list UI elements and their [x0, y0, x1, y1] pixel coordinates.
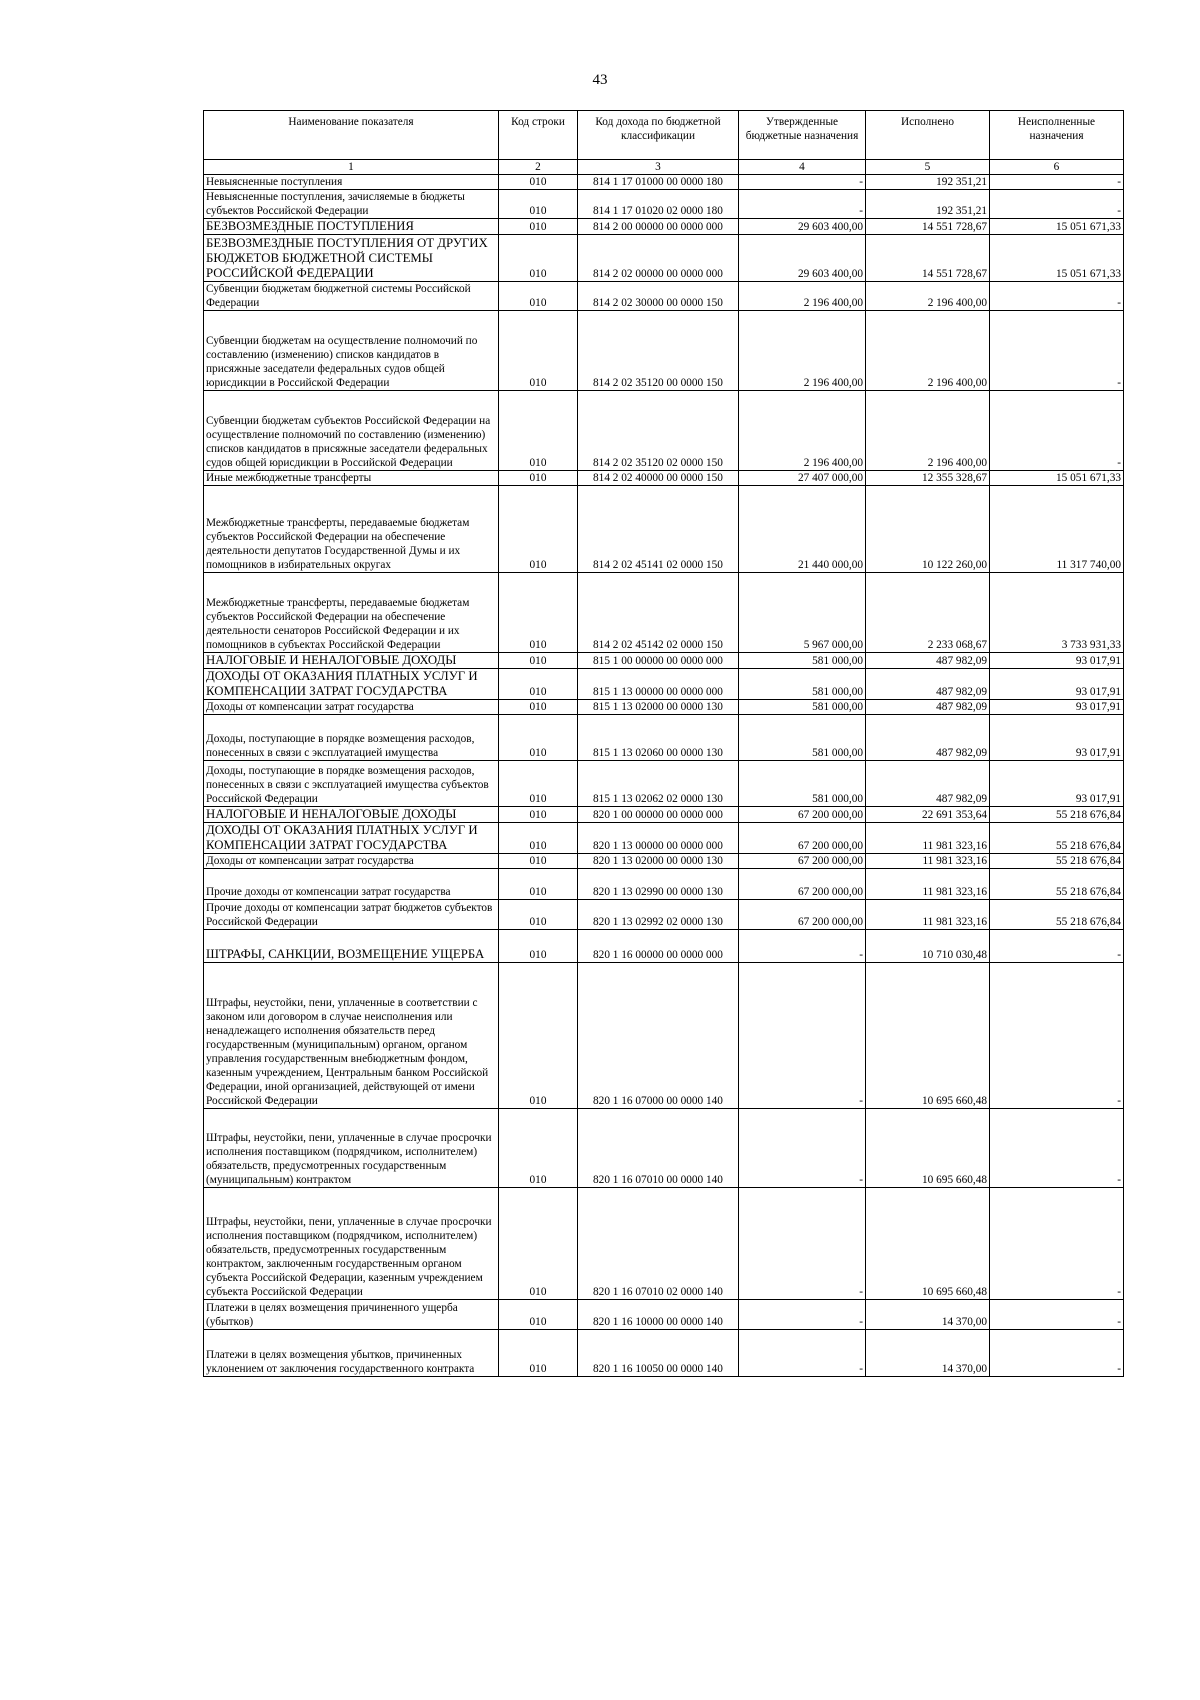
row-name: Иные межбюджетные трансферты — [204, 471, 499, 486]
row-approved: 581 000,00 — [739, 700, 866, 715]
table-row — [204, 573, 1124, 653]
row-unexecuted: - — [990, 311, 1124, 391]
row-executed: 10 695 660,48 — [866, 1188, 990, 1300]
row-line-code: 010 — [499, 391, 578, 471]
table-row — [204, 190, 1124, 219]
table-row — [204, 282, 1124, 311]
table-row — [204, 471, 1124, 486]
row-line-code: 010 — [499, 653, 578, 669]
row-line-code: 010 — [499, 1109, 578, 1188]
header-line-code: Код строки — [499, 111, 578, 160]
row-line-code: 010 — [499, 1300, 578, 1330]
row-name: Доходы, поступающие в порядке возмещения расходов, понесенных в связи с эксплуатацией имущества субъектов Российской Федерации — [204, 761, 499, 807]
row-approved: 581 000,00 — [739, 715, 866, 761]
row-name: Межбюджетные трансферты, передаваемые бюджетам субъектов Российской Федерации на обеспечение деятельности сенаторов Российской Федерации и их помощников в субъектах Российской Федерации — [204, 573, 499, 653]
row-approved: 21 440 000,00 — [739, 486, 866, 573]
column-number-row — [204, 160, 1124, 175]
row-unexecuted: - — [990, 930, 1124, 963]
row-approved: - — [739, 930, 866, 963]
row-approved: 581 000,00 — [739, 761, 866, 807]
row-approved: 67 200 000,00 — [739, 869, 866, 900]
row-line-code: 010 — [499, 715, 578, 761]
row-kbk: 814 2 02 45142 02 0000 150 — [578, 573, 739, 653]
row-name: Невыясненные поступления, зачисляемые в бюджеты субъектов Российской Федерации — [204, 190, 499, 219]
row-name: ДОХОДЫ ОТ ОКАЗАНИЯ ПЛАТНЫХ УСЛУГ И КОМПЕНСАЦИИ ЗАТРАТ ГОСУДАРСТВА — [204, 669, 499, 700]
row-unexecuted: - — [990, 1300, 1124, 1330]
row-line-code: 010 — [499, 1188, 578, 1300]
row-executed: 2 196 400,00 — [866, 311, 990, 391]
table-row — [204, 715, 1124, 761]
row-line-code: 010 — [499, 900, 578, 930]
row-name: Доходы от компенсации затрат государства — [204, 700, 499, 715]
row-line-code: 010 — [499, 823, 578, 854]
row-approved: - — [739, 1300, 866, 1330]
row-kbk: 814 1 17 01020 02 0000 180 — [578, 190, 739, 219]
row-name: БЕЗВОЗМЕЗДНЫЕ ПОСТУПЛЕНИЯ — [204, 219, 499, 235]
row-kbk: 820 1 13 02000 00 0000 130 — [578, 854, 739, 869]
row-line-code: 010 — [499, 573, 578, 653]
row-unexecuted: 55 218 676,84 — [990, 807, 1124, 823]
row-kbk: 820 1 13 02992 02 0000 130 — [578, 900, 739, 930]
row-kbk: 815 1 13 00000 00 0000 000 — [578, 669, 739, 700]
row-name: Субвенции бюджетам бюджетной системы Российской Федерации — [204, 282, 499, 311]
table-row — [204, 900, 1124, 930]
row-approved: 2 196 400,00 — [739, 311, 866, 391]
row-line-code: 010 — [499, 700, 578, 715]
row-line-code: 010 — [499, 282, 578, 311]
row-approved: - — [739, 175, 866, 190]
row-line-code: 010 — [499, 311, 578, 391]
row-kbk: 814 2 02 35120 02 0000 150 — [578, 391, 739, 471]
header-kbk: Код дохода по бюджетной классификации — [578, 111, 739, 160]
row-executed: 22 691 353,64 — [866, 807, 990, 823]
row-unexecuted: 93 017,91 — [990, 653, 1124, 669]
row-kbk: 820 1 13 00000 00 0000 000 — [578, 823, 739, 854]
row-line-code: 010 — [499, 854, 578, 869]
row-unexecuted: 3 733 931,33 — [990, 573, 1124, 653]
row-executed: 192 351,21 — [866, 190, 990, 219]
row-line-code: 010 — [499, 963, 578, 1109]
column-number: 2 — [499, 160, 578, 175]
row-line-code: 010 — [499, 1330, 578, 1377]
row-approved: 27 407 000,00 — [739, 471, 866, 486]
row-unexecuted: 15 051 671,33 — [990, 471, 1124, 486]
row-executed: 11 981 323,16 — [866, 854, 990, 869]
column-number: 3 — [578, 160, 739, 175]
row-executed: 10 695 660,48 — [866, 1109, 990, 1188]
table-row — [204, 311, 1124, 391]
table-row — [204, 869, 1124, 900]
column-number: 5 — [866, 160, 990, 175]
revenue-table — [203, 110, 1124, 1377]
row-unexecuted: 15 051 671,33 — [990, 235, 1124, 282]
row-line-code: 010 — [499, 807, 578, 823]
row-name: Платежи в целях возмещения убытков, причиненных уклонением от заключения государственного контракта — [204, 1330, 499, 1377]
row-kbk: 814 2 02 00000 00 0000 000 — [578, 235, 739, 282]
table-row — [204, 1330, 1124, 1377]
table-row — [204, 963, 1124, 1109]
row-kbk: 820 1 16 10000 00 0000 140 — [578, 1300, 739, 1330]
table-row — [204, 1109, 1124, 1188]
row-name: Доходы от компенсации затрат государства — [204, 854, 499, 869]
row-kbk: 814 2 02 40000 00 0000 150 — [578, 471, 739, 486]
column-number: 6 — [990, 160, 1124, 175]
header-unexecuted: Неисполненные назначения — [990, 111, 1124, 160]
table-row — [204, 391, 1124, 471]
row-name: БЕЗВОЗМЕЗДНЫЕ ПОСТУПЛЕНИЯ ОТ ДРУГИХ БЮДЖЕТОВ БЮДЖЕТНОЙ СИСТЕМЫ РОССИЙСКОЙ ФЕДЕРАЦИИ — [204, 235, 499, 282]
table-row — [204, 235, 1124, 282]
row-name: Субвенции бюджетам на осуществление полномочий по составлению (изменению) списков кандидатов в присяжные заседатели федеральных судов общей юрисдикции в Российской Федерации — [204, 311, 499, 391]
row-kbk: 815 1 13 02000 00 0000 130 — [578, 700, 739, 715]
row-unexecuted: - — [990, 1109, 1124, 1188]
row-unexecuted: - — [990, 1330, 1124, 1377]
table-row — [204, 761, 1124, 807]
page-number: 43 — [592, 72, 608, 88]
row-kbk: 814 1 17 01000 00 0000 180 — [578, 175, 739, 190]
row-approved: 67 200 000,00 — [739, 854, 866, 869]
row-approved: 581 000,00 — [739, 669, 866, 700]
row-line-code: 010 — [499, 175, 578, 190]
row-approved: 29 603 400,00 — [739, 235, 866, 282]
row-approved: 2 196 400,00 — [739, 391, 866, 471]
header-approved: Утвержденные бюджетные назначения — [739, 111, 866, 160]
table-row — [204, 1300, 1124, 1330]
row-unexecuted: - — [990, 175, 1124, 190]
row-name: Прочие доходы от компенсации затрат государства — [204, 869, 499, 900]
row-name: Невыясненные поступления — [204, 175, 499, 190]
row-name: Штрафы, неустойки, пени, уплаченные в случае просрочки исполнения поставщиком (подрядчиком, исполнителем) обязательств, предусмотренных государственным (муниципальным) контрактом — [204, 1109, 499, 1188]
row-approved: 67 200 000,00 — [739, 900, 866, 930]
row-approved: - — [739, 1188, 866, 1300]
row-name: Доходы, поступающие в порядке возмещения расходов, понесенных в связи с эксплуатацией имущества — [204, 715, 499, 761]
row-name: Межбюджетные трансферты, передаваемые бюджетам субъектов Российской Федерации на обеспечение деятельности депутатов Государственной Думы и их помощников в избирательных округах — [204, 486, 499, 573]
row-kbk: 814 2 00 00000 00 0000 000 — [578, 219, 739, 235]
row-approved: 29 603 400,00 — [739, 219, 866, 235]
row-kbk: 820 1 16 07010 00 0000 140 — [578, 1109, 739, 1188]
row-unexecuted: - — [990, 963, 1124, 1109]
table-row — [204, 854, 1124, 869]
row-kbk: 820 1 16 00000 00 0000 000 — [578, 930, 739, 963]
row-executed: 487 982,09 — [866, 761, 990, 807]
row-approved: 67 200 000,00 — [739, 823, 866, 854]
row-unexecuted: - — [990, 1188, 1124, 1300]
column-number: 4 — [739, 160, 866, 175]
row-approved: - — [739, 1109, 866, 1188]
row-line-code: 010 — [499, 761, 578, 807]
row-line-code: 010 — [499, 235, 578, 282]
row-kbk: 815 1 00 00000 00 0000 000 — [578, 653, 739, 669]
row-unexecuted: 55 218 676,84 — [990, 900, 1124, 930]
row-approved: 2 196 400,00 — [739, 282, 866, 311]
column-number: 1 — [204, 160, 499, 175]
row-unexecuted: 55 218 676,84 — [990, 854, 1124, 869]
table-row — [204, 930, 1124, 963]
row-executed: 2 233 068,67 — [866, 573, 990, 653]
row-executed: 14 370,00 — [866, 1330, 990, 1377]
row-executed: 11 981 323,16 — [866, 869, 990, 900]
table-row — [204, 700, 1124, 715]
row-kbk: 820 1 16 07000 00 0000 140 — [578, 963, 739, 1109]
header-name: Наименование показателя — [204, 111, 499, 160]
row-approved: 5 967 000,00 — [739, 573, 866, 653]
row-line-code: 010 — [499, 219, 578, 235]
row-unexecuted: - — [990, 391, 1124, 471]
row-name: Штрафы, неустойки, пени, уплаченные в случае просрочки исполнения поставщиком (подрядчиком, исполнителем) обязательств, предусмотренных государственным контрактом, заключенным государственным органом субъекта Российской Федерации, казенным учреждением субъекта Российской Федерации — [204, 1188, 499, 1300]
row-executed: 10 695 660,48 — [866, 963, 990, 1109]
row-line-code: 010 — [499, 930, 578, 963]
row-executed: 487 982,09 — [866, 669, 990, 700]
row-unexecuted: 93 017,91 — [990, 761, 1124, 807]
table-row — [204, 823, 1124, 854]
row-unexecuted: - — [990, 282, 1124, 311]
table-row — [204, 653, 1124, 669]
row-name: Штрафы, неустойки, пени, уплаченные в соответствии с законом или договором в случае неисполнения или ненадлежащего исполнения обязательств перед государственным (муниципальным) органом, органом управления государственным внебюджетным фондом, казенным учреждением, Центральным банком Российской Федерации, иной организацией, действующей от имени Российской Федерации — [204, 963, 499, 1109]
table-row — [204, 219, 1124, 235]
header-executed: Исполнено — [866, 111, 990, 160]
row-approved: - — [739, 190, 866, 219]
row-approved: 581 000,00 — [739, 653, 866, 669]
row-kbk: 820 1 00 00000 00 0000 000 — [578, 807, 739, 823]
row-unexecuted: - — [990, 190, 1124, 219]
row-unexecuted: 55 218 676,84 — [990, 823, 1124, 854]
row-unexecuted: 15 051 671,33 — [990, 219, 1124, 235]
row-unexecuted: 93 017,91 — [990, 669, 1124, 700]
row-kbk: 814 2 02 45141 02 0000 150 — [578, 486, 739, 573]
row-executed: 487 982,09 — [866, 715, 990, 761]
table-row — [204, 486, 1124, 573]
row-line-code: 010 — [499, 869, 578, 900]
row-line-code: 010 — [499, 669, 578, 700]
row-name: Прочие доходы от компенсации затрат бюджетов субъектов Российской Федерации — [204, 900, 499, 930]
row-approved: - — [739, 1330, 866, 1377]
row-unexecuted: 55 218 676,84 — [990, 869, 1124, 900]
row-executed: 10 122 260,00 — [866, 486, 990, 573]
row-approved: 67 200 000,00 — [739, 807, 866, 823]
row-name: НАЛОГОВЫЕ И НЕНАЛОГОВЫЕ ДОХОДЫ — [204, 653, 499, 669]
row-executed: 12 355 328,67 — [866, 471, 990, 486]
row-kbk: 814 2 02 35120 00 0000 150 — [578, 311, 739, 391]
row-kbk: 820 1 13 02990 00 0000 130 — [578, 869, 739, 900]
row-kbk: 820 1 16 10050 00 0000 140 — [578, 1330, 739, 1377]
row-executed: 2 196 400,00 — [866, 391, 990, 471]
table-body — [204, 175, 1124, 1377]
row-executed: 11 981 323,16 — [866, 900, 990, 930]
row-unexecuted: 93 017,91 — [990, 700, 1124, 715]
row-unexecuted: 93 017,91 — [990, 715, 1124, 761]
row-line-code: 010 — [499, 486, 578, 573]
row-executed: 14 551 728,67 — [866, 219, 990, 235]
row-executed: 192 351,21 — [866, 175, 990, 190]
row-name: Субвенции бюджетам субъектов Российской Федерации на осуществление полномочий по составлению (изменению) списков кандидатов в присяжные заседатели федеральных судов общей юрисдикции в Российской Федерации — [204, 391, 499, 471]
row-kbk: 820 1 16 07010 02 0000 140 — [578, 1188, 739, 1300]
row-executed: 11 981 323,16 — [866, 823, 990, 854]
row-line-code: 010 — [499, 190, 578, 219]
table-row — [204, 1188, 1124, 1300]
row-kbk: 814 2 02 30000 00 0000 150 — [578, 282, 739, 311]
table-row — [204, 669, 1124, 700]
table-row — [204, 807, 1124, 823]
row-approved: - — [739, 963, 866, 1109]
header-row — [204, 111, 1124, 160]
row-executed: 14 551 728,67 — [866, 235, 990, 282]
row-executed: 2 196 400,00 — [866, 282, 990, 311]
row-unexecuted: 11 317 740,00 — [990, 486, 1124, 573]
row-line-code: 010 — [499, 471, 578, 486]
row-executed: 14 370,00 — [866, 1300, 990, 1330]
row-name: ШТРАФЫ, САНКЦИИ, ВОЗМЕЩЕНИЕ УЩЕРБА — [204, 930, 499, 963]
row-executed: 487 982,09 — [866, 700, 990, 715]
row-kbk: 815 1 13 02062 02 0000 130 — [578, 761, 739, 807]
table-row — [204, 175, 1124, 190]
row-kbk: 815 1 13 02060 00 0000 130 — [578, 715, 739, 761]
row-executed: 487 982,09 — [866, 653, 990, 669]
row-name: Платежи в целях возмещения причиненного ущерба (убытков) — [204, 1300, 499, 1330]
row-name: ДОХОДЫ ОТ ОКАЗАНИЯ ПЛАТНЫХ УСЛУГ И КОМПЕНСАЦИИ ЗАТРАТ ГОСУДАРСТВА — [204, 823, 499, 854]
row-executed: 10 710 030,48 — [866, 930, 990, 963]
row-name: НАЛОГОВЫЕ И НЕНАЛОГОВЫЕ ДОХОДЫ — [204, 807, 499, 823]
